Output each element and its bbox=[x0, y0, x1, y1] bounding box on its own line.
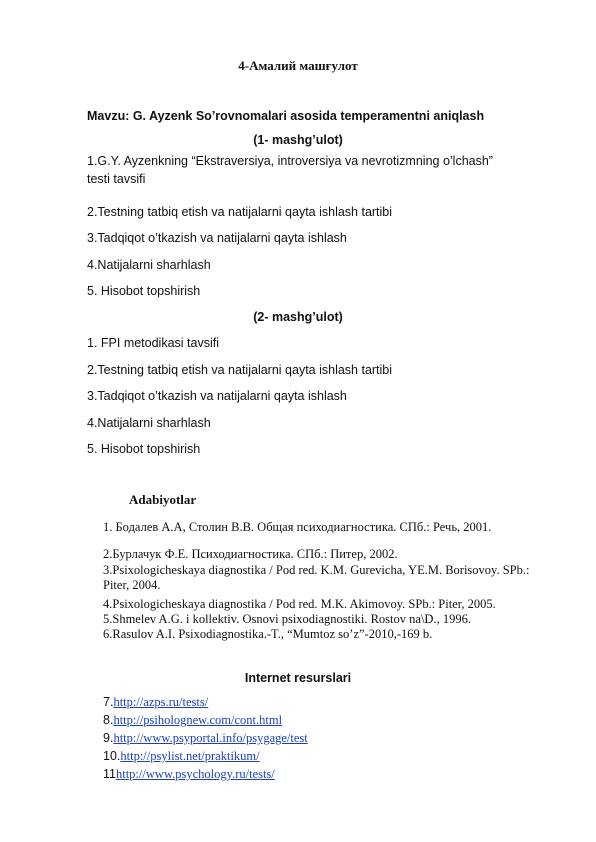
session1-item: 5. Hisobot topshirish bbox=[87, 284, 201, 298]
session2-heading: (2- mashg’ulot) bbox=[253, 310, 343, 324]
session1-item: 1.G.Y. Ayzenkning “Ekstraversiya, introversiya va nevrotizmning o’lchash” testi tavsifi bbox=[87, 154, 493, 186]
internet-heading: Internet resurslari bbox=[244, 671, 352, 685]
internet-item bbox=[103, 713, 282, 728]
session2-item: 5. Hisobot topshirish bbox=[87, 442, 201, 456]
internet-item-number: 8. bbox=[103, 713, 114, 727]
internet-link[interactable]: http://www.psyportal.info/psygage/test bbox=[113, 731, 308, 745]
session2-item: 2.Testning tatbiq etish va natijalarni qayta ishlash tartibi bbox=[87, 363, 393, 377]
internet-item-number: 9. bbox=[103, 731, 114, 745]
reference-item: 6.Rasulov A.I. Psixodiagnostika.-T., “Mumtoz so’z”-2010,-169 b. bbox=[103, 627, 433, 641]
session1-item: 2.Testning tatbiq etish va natijalarni qayta ishlash tartibi bbox=[87, 205, 393, 219]
reference-item: 1. Бодалев А.А, Столин В.В. Общая психодиагностика. СПб.: Речь, 2001. bbox=[103, 520, 492, 534]
session2-item: 4.Natijalarni sharhlash bbox=[87, 416, 211, 430]
page-title: 4-Амалий машғулот bbox=[238, 58, 358, 73]
reference-item: 3.Psixologicheskaya diagnostika / Pod red. K.M. Gurevicha, YE.M. Borisovoy. SPb.: Piter, 2004. bbox=[103, 563, 530, 592]
internet-link[interactable]: http://psiholognew.com/cont.html bbox=[113, 713, 283, 727]
session1-heading: (1- mashg’ulot) bbox=[253, 133, 343, 147]
internet-item bbox=[103, 695, 208, 710]
internet-link[interactable]: http://azps.ru/tests/ bbox=[113, 695, 209, 709]
topic-line: Mavzu: G. Ayzenk So’rovnomalari asosida temperamentni aniqlash bbox=[87, 109, 485, 123]
internet-link[interactable]: http://www.psychology.ru/tests/ bbox=[115, 767, 275, 781]
internet-item-number: 11 bbox=[103, 767, 116, 781]
session2-item: 3.Tadqiqot o’tkazish va natijalarni qayta ishlash bbox=[87, 389, 347, 403]
internet-link[interactable]: http://psylist.net/praktikum/ bbox=[120, 749, 260, 763]
internet-item bbox=[103, 767, 275, 782]
internet-item-number: 7. bbox=[103, 695, 114, 709]
reference-item: 2.Бурлачук Ф.Е. Психодиагностика. СПб.: Питер, 2002. bbox=[103, 547, 398, 561]
session1-item: 3.Tadqiqot o’tkazish va natijalarni qayta ishlash bbox=[87, 231, 347, 245]
internet-item bbox=[103, 749, 260, 764]
reference-item: 5.Shmelev A.G. i kollektiv. Osnovi psixodiagnostiki. Rostov na\D., 1996. bbox=[103, 612, 471, 626]
references-heading: Adabiyotlar bbox=[129, 492, 197, 507]
internet-item bbox=[103, 731, 308, 746]
internet-item-number: 10. bbox=[103, 749, 121, 763]
session2-item: 1. FPI metodikasi tavsifi bbox=[87, 336, 219, 350]
reference-item: 4.Psixologicheskaya diagnostika / Pod red. M.K. Akimovoy. SPb.: Piter, 2005. bbox=[103, 597, 496, 611]
session1-item: 4.Natijalarni sharhlash bbox=[87, 258, 211, 272]
